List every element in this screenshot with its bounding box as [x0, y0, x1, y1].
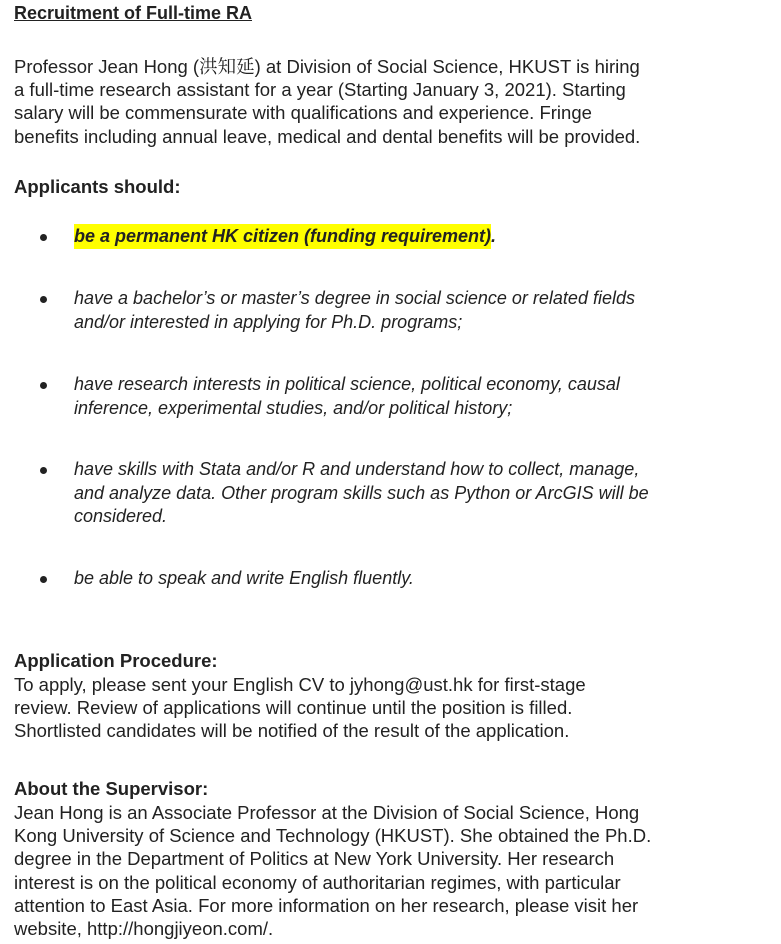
requirement-line: considered. [74, 506, 168, 526]
supervisor-line: Kong University of Science and Technology (HKUST). She obtained the Ph.D. [14, 825, 652, 847]
supervisor-line: degree in the Department of Politics at New York University. Her research [14, 848, 615, 870]
intro-paragraph [14, 55, 640, 148]
intro-line: salary will be commensurate with qualifications and experience. Fringe [14, 102, 592, 124]
intro-line: Professor Jean Hong (洪知延) at Division of Social Science, HKUST is hiring [14, 56, 640, 77]
bullet-icon [40, 382, 47, 389]
supervisor-line: interest is on the political economy of authoritarian regimes, with particular [14, 871, 621, 893]
applicants-heading: Applicants should: [14, 176, 181, 197]
bullet-icon [40, 467, 47, 474]
requirement-line: and/or interested in applying for Ph.D. programs; [74, 311, 463, 332]
supervisor-heading: About the Supervisor: [14, 778, 209, 799]
requirement-line: and analyze data. Other program skills such as Python or ArcGIS will be [74, 482, 649, 503]
bullet-icon [40, 576, 47, 583]
requirement-line: inference, experimental studies, and/or political history; [74, 397, 513, 418]
supervisor-paragraph [14, 801, 651, 940]
intro-line: benefits including annual leave, medical and dental benefits will be provided. [14, 125, 641, 147]
procedure-heading: Application Procedure: [14, 650, 218, 671]
requirement-line: have skills with Stata and/or R and understand how to collect, manage, [74, 459, 640, 479]
bullet-icon [40, 234, 47, 241]
procedure-paragraph [14, 673, 586, 743]
supervisor-line: attention to East Asia. For more information on her research, please visit her [14, 894, 639, 916]
bullet-icon [40, 296, 47, 303]
supervisor-line: website, http://hongjiyeon.com/. [14, 918, 274, 940]
intro-line: a full-time research assistant for a year (Starting January 3, 2021). Starting [14, 79, 626, 101]
requirement-line: be able to speak and write English fluently. [74, 568, 414, 588]
page-title: Recruitment of Full-time RA [14, 3, 253, 23]
highlighted-requirement: be a permanent HK citizen (funding requirement) [74, 224, 491, 249]
highlight-suffix: . [491, 226, 497, 246]
requirement-line: have research interests in political science, political economy, causal [74, 374, 620, 394]
supervisor-line: Jean Hong is an Associate Professor at the Division of Social Science, Hong [14, 802, 640, 823]
procedure-line: review. Review of applications will continue until the position is filled. [14, 697, 573, 719]
procedure-line: To apply, please sent your English CV to jyhong@ust.hk for first-stage [14, 674, 586, 695]
procedure-line: Shortlisted candidates will be notified of the result of the application. [14, 720, 570, 742]
requirement-line: have a bachelor’s or master’s degree in social science or related fields [74, 288, 635, 308]
